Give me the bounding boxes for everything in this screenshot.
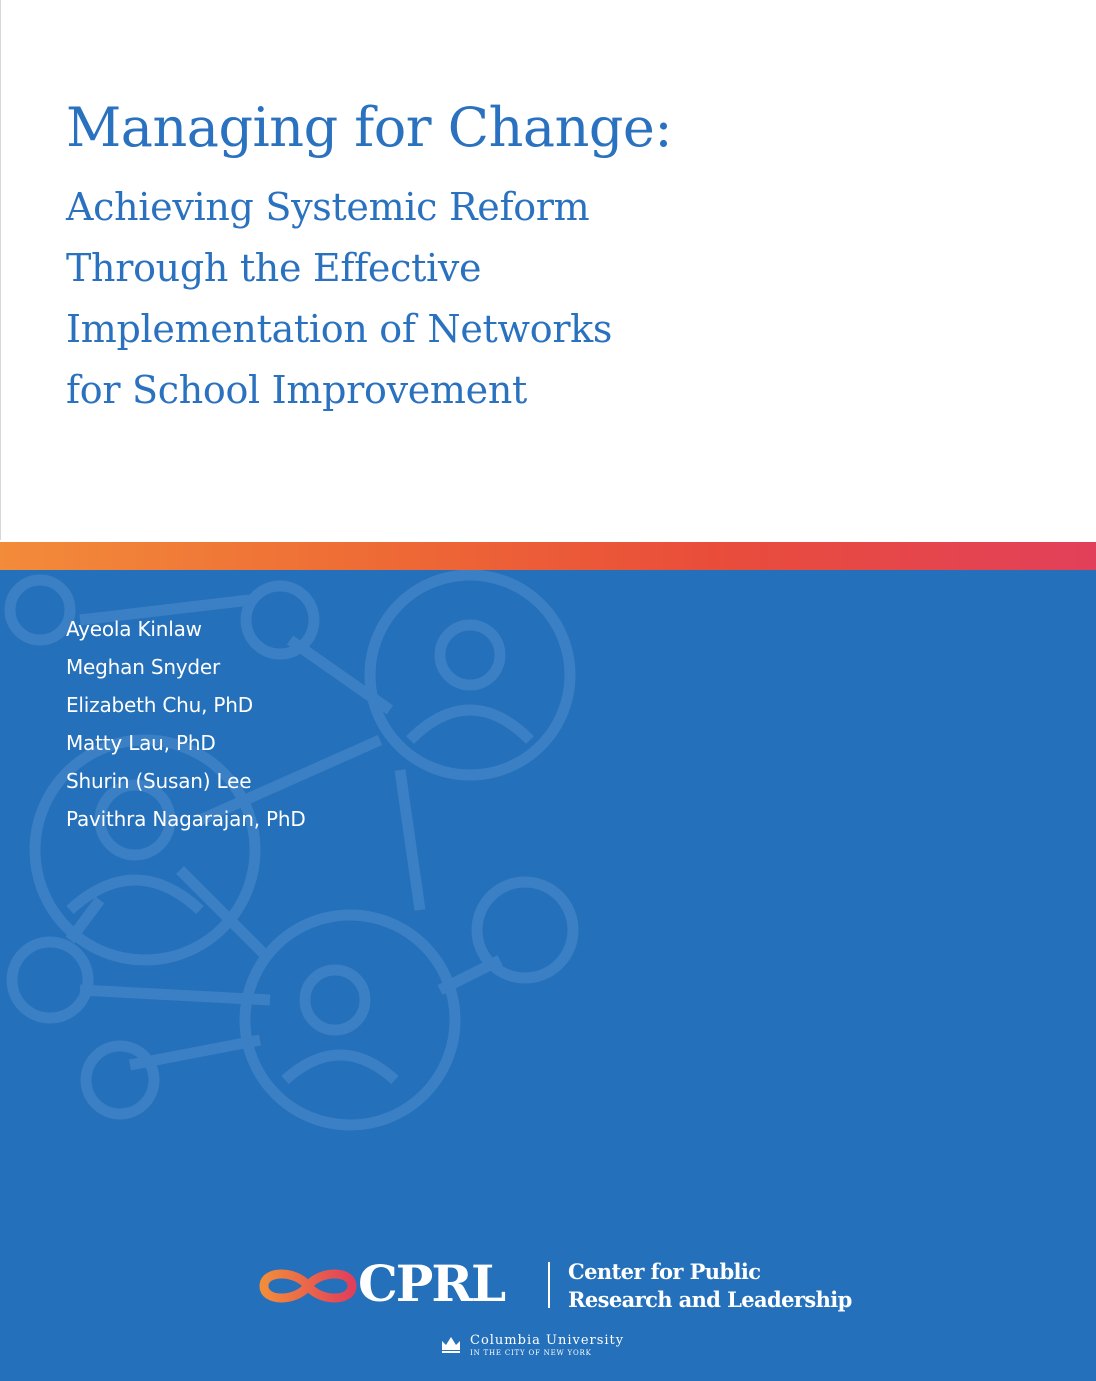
author-name: Pavithra Nagarajan, PhD — [66, 807, 306, 831]
author-list — [66, 610, 306, 838]
cover-panel — [0, 570, 1096, 1381]
subtitle-line: Achieving Systemic Reform — [66, 185, 590, 229]
university-subtitle: IN THE CITY OF NEW YORK — [470, 1349, 592, 1357]
logo-divider — [548, 1262, 550, 1308]
author-name: Shurin (Susan) Lee — [66, 769, 252, 793]
subtitle-line: Through the Effective — [66, 246, 482, 290]
gradient-divider — [0, 542, 1096, 570]
crown-icon — [440, 1334, 462, 1354]
infinity-logo-icon — [258, 1256, 358, 1312]
cprl-acronym: CPRL — [358, 1254, 505, 1313]
author-name: Elizabeth Chu, PhD — [66, 693, 253, 717]
report-title: Managing for Change: — [66, 96, 673, 159]
university-name: Columbia University — [470, 1333, 625, 1348]
center-name — [568, 1258, 852, 1314]
columbia-wordmark — [440, 1332, 700, 1368]
page-edge — [0, 0, 1, 540]
center-name-line: Research and Leadership — [568, 1287, 852, 1312]
author-name: Matty Lau, PhD — [66, 731, 216, 755]
author-name: Meghan Snyder — [66, 655, 221, 679]
cover-header — [0, 0, 1096, 542]
cprl-logo — [258, 1254, 858, 1314]
report-subtitle — [66, 177, 612, 421]
center-name-line: Center for Public — [568, 1259, 761, 1284]
author-name: Ayeola Kinlaw — [66, 617, 202, 641]
subtitle-line: for School Improvement — [66, 368, 527, 412]
subtitle-line: Implementation of Networks — [66, 307, 613, 351]
